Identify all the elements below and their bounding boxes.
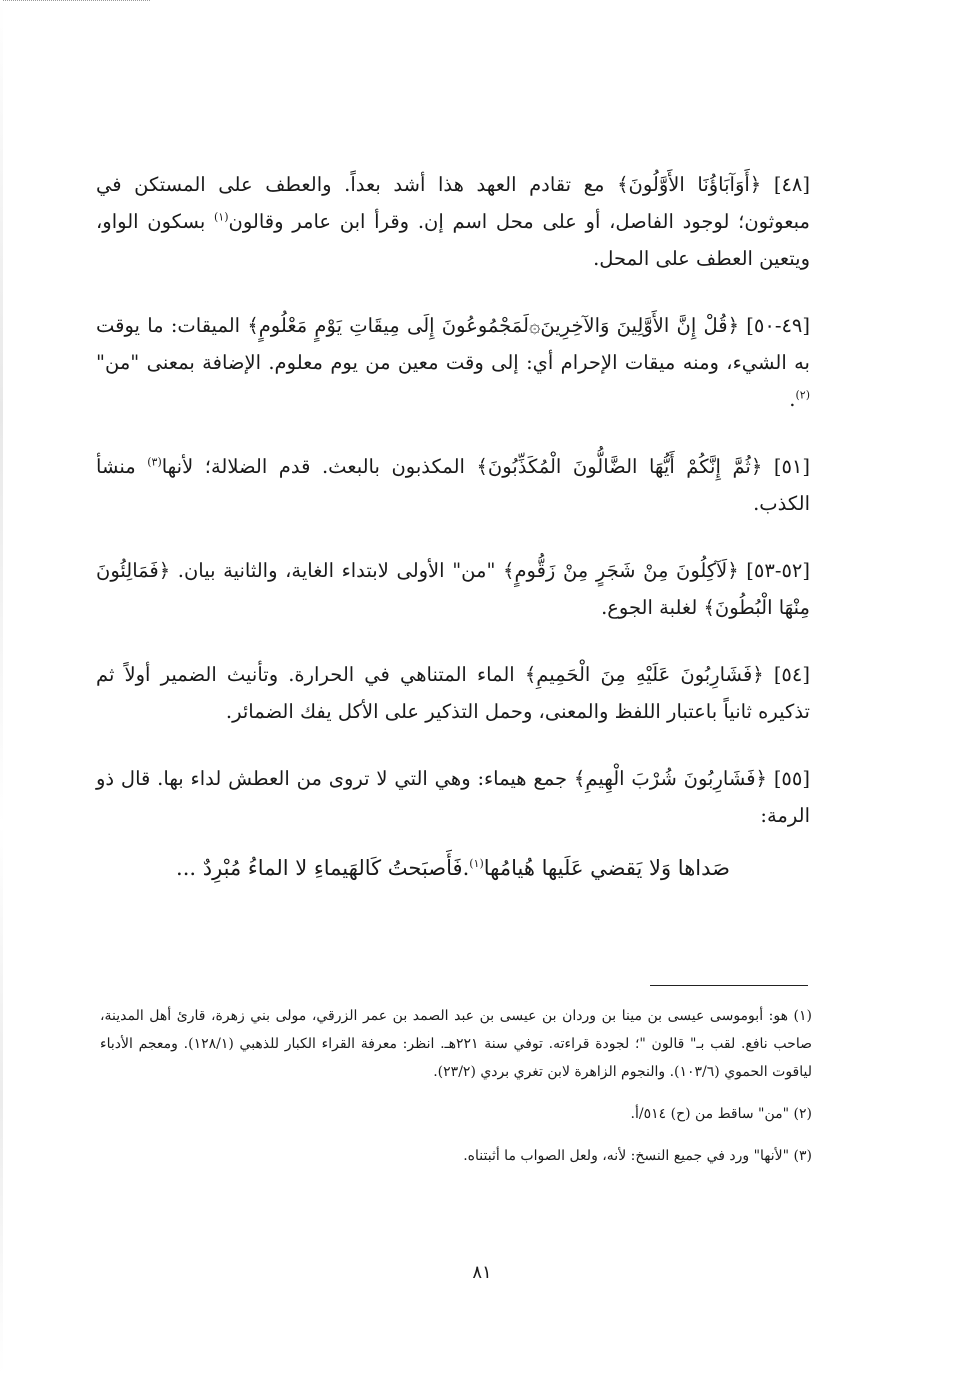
footnote-ref: (١) [469,857,484,870]
poetry-verse [96,848,810,888]
footnote-3: (٣) "لأنها" ورد في جميع النسخ: لأنه، ولعل الصواب ما أثبتناه. [463,1148,812,1164]
commentary-text: منشأ الكذب. [96,455,810,515]
commentary-text: الميقات: ما يوقت به الشيء، ومنه ميقات الإحرام أي: إلى وقت معين من يوم معلوم. الإضافة بمعنى "من" [96,314,810,374]
verse-number: [٤٩-٥٠] [746,314,810,337]
paragraph-52-53 [96,552,810,626]
footnote-divider [650,985,808,986]
commentary-text: . [789,388,796,411]
commentary-text: لغلبة الجوع. [601,596,704,619]
verse-first-half: صَداها وَلا يَقضي عَلَيها هُيامُها [483,856,730,880]
paragraph-51 [96,448,810,522]
quran-quote: ﴿فَشَارِبُونَ شُرْبَ الْهِيمِ﴾ [573,767,767,790]
quran-quote: ﴿فَشَارِبُونَ عَلَيْهِ مِنَ الْحَمِيمِ﴾ [524,663,764,686]
commentary-text: جمع هيماء: وهي التي لا تروى من العطش لداء بها. قال ذو الرمة: [96,767,810,827]
commentary-text: "من" الأولى لابتداء الغاية، والثانية بيان. [170,559,504,582]
verse-number: [٥٢-٥٣] [746,559,811,582]
verse-number: [٥٥] [773,767,810,790]
footnote-ref: (٢) [795,388,810,402]
commentary-text: المكذبون بالبعث. قدم الضلالة؛ لأنها [161,455,477,478]
verse-number: [٥١] [773,455,810,478]
commentary-text: بسكون الواو، ويتعين العطف على المحل. [96,210,810,270]
main-text [96,166,810,888]
verse-number: [٥٤] [773,663,810,686]
paragraph-55 [96,760,810,834]
commentary-text: مع تقادم العهد هذا أشد بعداً. والعطف على المستكن في مبعوثون؛ لوجود الفاصل، أو على محل اسم إن. وقرأ ابن عامر وقالون [96,173,810,233]
footnote-2: (٢) "من" ساقط من (ح) ٥١٤/أ. [630,1106,812,1122]
verse-second-half: .فَأَصبَحتُ كَالهَيماءِ لا الماءُ مُبْرِدٌ ... [176,856,470,880]
quran-quote: ﴿لَآكِلُونَ مِنْ شَجَرٍ مِنْ زَقُّومٍ﴾ [503,559,739,582]
quran-quote: ﴿قُلْ إِنَّ الأَوَّلِينَ وَالآخِرِينَ۞لَمَجْمُوعُونَ إِلَى مِيقَاتِ يَوْمٍ مَعْلُومٍ﴾ [247,314,740,337]
footnote-ref: (١) [214,210,229,224]
quran-quote: ﴿أَوَآبَاؤُنَا الأَوَّلُونَ﴾ [617,173,762,196]
paragraph-49-50 [96,307,810,418]
scan-corner-mark [0,0,150,2]
page-number: ٨١ [472,1262,492,1283]
quran-quote: ﴿ثُمَّ إِنَّكُمْ أَيُّهَا الضَّالُّونَ الْمُكَذِّبُونَ﴾ [476,455,763,478]
footnote-ref: (٣) [147,455,162,469]
scan-edge-shadow [0,0,3,1375]
commentary-text: الماء المتناهي في الحرارة. وتأنيث الضمير أولاً ثم تذكيره ثانياً باعتبار اللفظ والمعنى، وحمل التذكير على الأكل يفك الضمائر. [96,663,810,723]
paragraph-54 [96,656,810,730]
footnotes [100,1002,812,1184]
verse-number: [٤٨] [773,173,810,196]
quran-quote-second: ﴿فَمَالِئُونَ مِنْهَا الْبُطُونَ﴾ [96,559,810,619]
paragraph-48 [96,166,810,277]
footnote-1: (١) هو: أبوموسى عيسى بن مينا بن وردان بن عيسى بن عبد الصمد بن عمر الزرقي، مولى بني زهرة، قارئ أهل المدينة، صاحب نافع. لقب بـ" قالون "؛ لجودة قراءته. توفي سنة ٢٢١هـ. انظر: معرفة القراء الكبار للذهبي (١٢٨/١). ومعجم الأدباء لياقوت الحموي (١٠٣/٦). والنجوم الزاهرة لابن تغري بردي (٢٣/٢). [100,1008,812,1080]
